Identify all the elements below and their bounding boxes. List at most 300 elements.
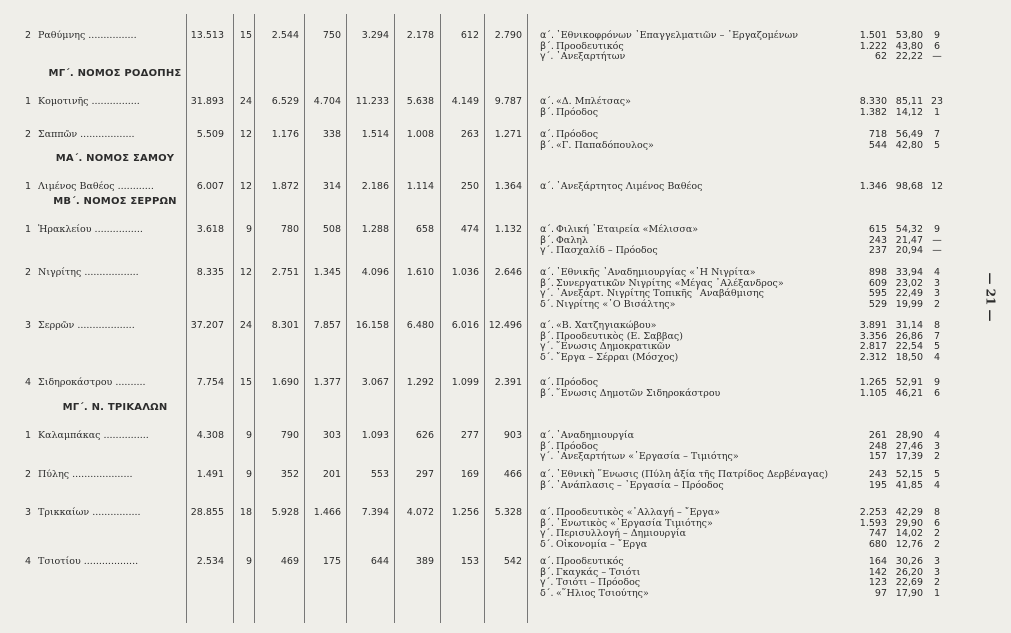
cell-c7: 6.016 xyxy=(451,320,479,331)
cell-c8: 2.391 xyxy=(494,377,522,388)
party-seats: 4 xyxy=(933,430,941,441)
party-index: β΄. xyxy=(540,106,554,118)
table-row xyxy=(0,30,1011,62)
cell-c3: 2.751 xyxy=(271,267,299,278)
party-name: Πρόοδος xyxy=(556,106,599,118)
party-index: α΄. xyxy=(540,96,555,107)
party-index: δ΄. xyxy=(540,351,554,363)
party-name: Πρόοδος xyxy=(556,377,599,388)
cell-c2: 9 xyxy=(245,556,252,567)
section-header: ΜΓ΄. ΝΟΜΟΣ ΡΟΔΟΠΗΣ xyxy=(48,68,182,79)
cell-c8: 466 xyxy=(503,469,522,480)
cell-c4: 750 xyxy=(322,30,341,41)
party-votes: 243 xyxy=(868,234,887,246)
cell-c8: 542 xyxy=(503,556,522,567)
cell-c8: 2.790 xyxy=(494,30,522,41)
party-votes: 261 xyxy=(868,430,887,441)
party-index: α΄. xyxy=(540,30,555,41)
cell-c3: 1.872 xyxy=(271,181,299,192)
cell-c6: 626 xyxy=(415,430,434,441)
cell-c1: 13.513 xyxy=(190,30,224,41)
cell-c7: 1.099 xyxy=(451,377,479,388)
party-votes: 142 xyxy=(868,566,887,578)
cell-c7: 474 xyxy=(460,224,479,235)
cell-c6: 2.178 xyxy=(406,30,434,41)
table-row xyxy=(0,556,1011,599)
cell-c8: 1.364 xyxy=(494,181,522,192)
row-index: 2 xyxy=(25,267,32,278)
party-votes: 2.253 xyxy=(859,507,887,518)
party-seats: 3 xyxy=(933,277,941,289)
party-votes: 2.312 xyxy=(859,351,887,363)
party-votes: 97 xyxy=(874,587,887,599)
table-row xyxy=(0,320,1011,363)
row-index: 1 xyxy=(25,224,32,235)
party-percent: 56,49 xyxy=(895,129,923,140)
row-index: 4 xyxy=(25,556,32,567)
party-name: Γκαγκάς – Τσιότι xyxy=(556,566,641,578)
cell-c6: 4.072 xyxy=(406,507,434,518)
party-index: γ΄. xyxy=(540,528,554,539)
party-name: ᾿Ανεξαρτήτων xyxy=(556,51,626,62)
party-index: δ΄. xyxy=(540,298,554,310)
party-seats: 4 xyxy=(933,479,941,491)
party-votes: 164 xyxy=(868,556,887,567)
party-percent: 27,46 xyxy=(895,440,923,452)
party-index: γ΄. xyxy=(540,341,554,352)
party-percent: 18,50 xyxy=(895,351,923,363)
cell-c4: 1.345 xyxy=(313,267,341,278)
party-votes: 544 xyxy=(868,139,887,151)
municipality-name: Νιγρίτης .................. xyxy=(38,267,139,278)
party-index: γ΄. xyxy=(540,451,554,462)
party-seats: 6 xyxy=(933,387,941,399)
cell-c6: 1.114 xyxy=(406,181,434,192)
row-index: 2 xyxy=(25,469,32,480)
cell-c1: 37.207 xyxy=(190,320,224,331)
cell-c5: 7.394 xyxy=(361,507,389,518)
party-index: α΄. xyxy=(540,224,555,235)
party-percent: 14,12 xyxy=(895,106,923,118)
party-index: α΄. xyxy=(540,181,555,192)
party-name: Νιγρίτης «῾Ο Βισάλτης» xyxy=(556,298,676,310)
party-votes: 747 xyxy=(868,528,887,539)
party-votes: 1.222 xyxy=(859,40,887,52)
cell-c2: 12 xyxy=(239,181,252,192)
cell-c4: 175 xyxy=(322,556,341,567)
party-seats: 7 xyxy=(933,330,941,342)
party-percent: 12,76 xyxy=(895,538,923,550)
party-seats: 1 xyxy=(933,106,941,118)
party-name: «῞Ηλιος Τσιούτης» xyxy=(556,587,649,599)
party-percent: 30,26 xyxy=(895,556,923,567)
table-row xyxy=(0,469,1011,491)
party-seats: 3 xyxy=(933,566,941,578)
row-index: 1 xyxy=(25,96,32,107)
party-votes: 8.330 xyxy=(859,96,887,107)
cell-c5: 1.514 xyxy=(361,129,389,140)
party-name: «Δ. Μπλέτσας» xyxy=(556,96,631,107)
party-name: Προοδευτικὸς (Ε. Σαββας) xyxy=(556,330,683,342)
party-index: α΄. xyxy=(540,267,555,278)
party-name: Συνεργατικῶν Νιγρίτης «Μέγας ᾿Αλέξανδρος» xyxy=(556,277,784,289)
cell-c3: 6.529 xyxy=(271,96,299,107)
table-row xyxy=(0,224,1011,256)
party-votes: 1.593 xyxy=(859,517,887,529)
table-row xyxy=(0,96,1011,118)
party-index: β΄. xyxy=(540,234,554,246)
cell-c6: 658 xyxy=(415,224,434,235)
party-percent: 29,90 xyxy=(895,517,923,529)
cell-c4: 314 xyxy=(322,181,341,192)
section-header: ΜΒ΄. ΝΟΜΟΣ ΣΕΡΡΩΝ xyxy=(53,196,177,207)
party-percent: 46,21 xyxy=(895,387,923,399)
cell-c5: 1.288 xyxy=(361,224,389,235)
party-index: α΄. xyxy=(540,469,555,480)
party-percent: 23,02 xyxy=(895,277,923,289)
party-seats: 9 xyxy=(933,377,941,388)
municipality-name: Σαππῶν .................. xyxy=(38,129,135,140)
cell-c5: 644 xyxy=(370,556,389,567)
party-index: α΄. xyxy=(540,507,555,518)
cell-c7: 277 xyxy=(460,430,479,441)
party-votes: 529 xyxy=(868,298,887,310)
cell-c7: 1.036 xyxy=(451,267,479,278)
party-name: ᾿Ανεξαρτήτων «᾿Εργασία – Τιμιότης» xyxy=(556,451,739,462)
party-seats: 9 xyxy=(933,30,941,41)
party-votes: 237 xyxy=(868,245,887,256)
cell-c8: 5.328 xyxy=(494,507,522,518)
cell-c5: 2.186 xyxy=(361,181,389,192)
party-index: α΄. xyxy=(540,377,555,388)
municipality-name: Ραθύμνης ................ xyxy=(38,30,137,41)
party-seats: 12 xyxy=(930,181,944,192)
party-index: α΄. xyxy=(540,320,555,331)
party-seats: 5 xyxy=(933,139,941,151)
party-name: «Β. Χατζηγιακώβου» xyxy=(556,320,657,331)
cell-c2: 24 xyxy=(239,320,252,331)
cell-c4: 508 xyxy=(322,224,341,235)
party-seats: — xyxy=(932,245,942,256)
party-name: Τσιότι – Πρόοδος xyxy=(556,577,641,588)
party-seats: 3 xyxy=(933,288,941,299)
row-index: 2 xyxy=(25,30,32,41)
cell-c8: 2.646 xyxy=(494,267,522,278)
party-votes: 195 xyxy=(868,479,887,491)
cell-c5: 1.093 xyxy=(361,430,389,441)
party-seats: — xyxy=(932,234,942,246)
cell-c2: 18 xyxy=(239,507,252,518)
party-votes: 157 xyxy=(868,451,887,462)
party-seats: 9 xyxy=(933,224,941,235)
party-index: α΄. xyxy=(540,129,555,140)
party-index: β΄. xyxy=(540,330,554,342)
party-votes: 1.501 xyxy=(859,30,887,41)
party-percent: 54,32 xyxy=(895,224,923,235)
party-votes: 1.382 xyxy=(859,106,887,118)
party-percent: 22,54 xyxy=(895,341,923,352)
party-seats: 2 xyxy=(933,298,941,310)
party-percent: 22,22 xyxy=(895,51,923,62)
party-votes: 595 xyxy=(868,288,887,299)
party-index: β΄. xyxy=(540,517,554,529)
table-row xyxy=(0,507,1011,550)
cell-c3: 1.176 xyxy=(271,129,299,140)
party-percent: 26,86 xyxy=(895,330,923,342)
party-percent: 52,91 xyxy=(895,377,923,388)
cell-c1: 4.308 xyxy=(196,430,224,441)
party-index: γ΄. xyxy=(540,51,554,62)
party-index: β΄. xyxy=(540,566,554,578)
party-name: Οἰκονομία – ῎Εργα xyxy=(556,538,648,550)
party-name: Φαληλ xyxy=(556,234,588,246)
cell-c2: 9 xyxy=(245,224,252,235)
cell-c7: 169 xyxy=(460,469,479,480)
party-votes: 3.356 xyxy=(859,330,887,342)
party-name: Πρόοδος xyxy=(556,440,599,452)
cell-c4: 1.377 xyxy=(313,377,341,388)
party-percent: 22,69 xyxy=(895,577,923,588)
party-index: β΄. xyxy=(540,440,554,452)
party-percent: 43,80 xyxy=(895,40,923,52)
party-name: Περισυλλογή – Δημιουργία xyxy=(556,528,687,539)
party-index: β΄. xyxy=(540,387,554,399)
party-votes: 718 xyxy=(868,129,887,140)
cell-c1: 7.754 xyxy=(196,377,224,388)
party-name: ᾿Εθνικοφρόνων ᾿Επαγγελματιῶν – ᾿Εργαζομένων xyxy=(556,30,798,41)
party-votes: 1.105 xyxy=(859,387,887,399)
party-percent: 53,80 xyxy=(895,30,923,41)
row-index: 2 xyxy=(25,129,32,140)
party-percent: 17,90 xyxy=(895,587,923,599)
party-index: α΄. xyxy=(540,556,555,567)
party-seats: 2 xyxy=(933,451,941,462)
table-row xyxy=(0,129,1011,151)
party-percent: 21,47 xyxy=(895,234,923,246)
party-seats: 7 xyxy=(933,129,941,140)
party-percent: 42,80 xyxy=(895,139,923,151)
cell-c8: 9.787 xyxy=(494,96,522,107)
cell-c6: 6.480 xyxy=(406,320,434,331)
cell-c5: 11.233 xyxy=(355,96,389,107)
cell-c5: 16.158 xyxy=(355,320,389,331)
cell-c7: 153 xyxy=(460,556,479,567)
cell-c1: 3.618 xyxy=(196,224,224,235)
row-index: 3 xyxy=(25,507,32,518)
party-percent: 52,15 xyxy=(895,469,923,480)
cell-c1: 1.491 xyxy=(196,469,224,480)
party-percent: 20,94 xyxy=(895,245,923,256)
cell-c1: 5.509 xyxy=(196,129,224,140)
party-name: ᾿Ανεξάρτητος Λιμένος Βαθέος xyxy=(556,181,703,192)
party-name: ᾿Ανεξάρτ. Νιγρίτης Τοπικῆς ᾿Αναβάθμισης xyxy=(556,288,764,299)
cell-c1: 8.335 xyxy=(196,267,224,278)
party-name: Πρόοδος xyxy=(556,129,599,140)
party-percent: 26,20 xyxy=(895,566,923,578)
cell-c8: 1.271 xyxy=(494,129,522,140)
party-name: ᾿Εθνικὴ ῞Ενωσις (Πύλη ἀξία τῆς Πατρίδος Δερβέναγας) xyxy=(556,469,829,480)
cell-c2: 24 xyxy=(239,96,252,107)
cell-c1: 31.893 xyxy=(190,96,224,107)
cell-c3: 352 xyxy=(280,469,299,480)
cell-c2: 15 xyxy=(239,30,252,41)
row-index: 4 xyxy=(25,377,32,388)
party-votes: 609 xyxy=(868,277,887,289)
cell-c8: 12.496 xyxy=(488,320,522,331)
party-votes: 898 xyxy=(868,267,887,278)
party-index: δ΄. xyxy=(540,587,554,599)
party-votes: 62 xyxy=(874,51,887,62)
cell-c3: 2.544 xyxy=(271,30,299,41)
cell-c2: 12 xyxy=(239,267,252,278)
cell-c6: 297 xyxy=(415,469,434,480)
party-name: ᾿Εθνικῆς ᾿Αναδημιουργίας «῾Η Νιγρίτα» xyxy=(556,267,756,278)
party-percent: 42,29 xyxy=(895,507,923,518)
row-index: 1 xyxy=(25,430,32,441)
cell-c2: 9 xyxy=(245,430,252,441)
party-seats: 2 xyxy=(933,577,941,588)
party-seats: 3 xyxy=(933,556,941,567)
municipality-name: Τρικκαίων ................ xyxy=(38,507,141,518)
party-votes: 248 xyxy=(868,440,887,452)
party-seats: 2 xyxy=(933,528,941,539)
party-index: β΄. xyxy=(540,139,554,151)
party-votes: 1.265 xyxy=(859,377,887,388)
cell-c5: 3.294 xyxy=(361,30,389,41)
table-row xyxy=(0,181,1011,192)
municipality-name: Πύλης .................... xyxy=(38,469,133,480)
party-name: Προοδευτικὸς «᾿Αλλαγή – ῎Εργα» xyxy=(556,507,720,518)
party-name: Προοδευτικός xyxy=(556,40,624,52)
party-seats: 8 xyxy=(933,320,941,331)
municipality-name: Κομοτινῆς ................ xyxy=(38,96,140,107)
party-percent: 17,39 xyxy=(895,451,923,462)
cell-c6: 1.610 xyxy=(406,267,434,278)
party-name: Πασχαλίδ – Πρόοδος xyxy=(556,245,658,256)
cell-c8: 1.132 xyxy=(494,224,522,235)
party-index: δ΄. xyxy=(540,538,554,550)
party-votes: 680 xyxy=(868,538,887,550)
party-percent: 19,99 xyxy=(895,298,923,310)
column-rule xyxy=(527,14,528,623)
cell-c8: 903 xyxy=(503,430,522,441)
party-index: β΄. xyxy=(540,479,554,491)
party-name: ῎Εργα – Σέρραι (Μόσχος) xyxy=(556,351,679,363)
section-header: ΜΑ΄. ΝΟΜΟΣ ΣΑΜΟΥ xyxy=(55,153,175,164)
party-index: α΄. xyxy=(540,430,555,441)
party-percent: 85,11 xyxy=(895,96,923,107)
cell-c4: 201 xyxy=(322,469,341,480)
cell-c2: 9 xyxy=(245,469,252,480)
party-index: γ΄. xyxy=(540,288,554,299)
party-seats: 2 xyxy=(933,538,941,550)
party-seats: 4 xyxy=(933,351,941,363)
cell-c7: 263 xyxy=(460,129,479,140)
party-seats: 5 xyxy=(933,341,941,352)
municipality-name: Λιμένος Βαθέος ............ xyxy=(38,181,154,192)
municipality-name: Ἡρακλείου ................ xyxy=(38,224,143,235)
party-index: γ΄. xyxy=(540,577,554,588)
row-index: 3 xyxy=(25,320,32,331)
cell-c1: 28.855 xyxy=(190,507,224,518)
cell-c4: 7.857 xyxy=(313,320,341,331)
party-name: Προοδευτικός xyxy=(556,556,624,567)
cell-c3: 469 xyxy=(280,556,299,567)
party-name: ῾Ενωτικὸς «᾿Εργασία Τιμιότης» xyxy=(556,517,713,529)
table-row xyxy=(0,430,1011,462)
party-seats: 1 xyxy=(933,587,941,599)
party-seats: 6 xyxy=(933,40,941,52)
party-seats: 23 xyxy=(930,96,944,107)
row-index: 1 xyxy=(25,181,32,192)
municipality-name: Τσιοτίου .................. xyxy=(38,556,139,567)
cell-c1: 6.007 xyxy=(196,181,224,192)
cell-c4: 1.466 xyxy=(313,507,341,518)
party-seats: 3 xyxy=(933,440,941,452)
cell-c4: 4.704 xyxy=(313,96,341,107)
cell-c7: 250 xyxy=(460,181,479,192)
party-votes: 123 xyxy=(868,577,887,588)
party-percent: 14,02 xyxy=(895,528,923,539)
cell-c2: 15 xyxy=(239,377,252,388)
cell-c5: 553 xyxy=(370,469,389,480)
party-name: ᾿Ανάπλασις – ᾿Εργασία – Πρόοδος xyxy=(556,479,724,491)
municipality-name: Σιδηροκάστρου .......... xyxy=(38,377,146,388)
party-seats: — xyxy=(932,51,942,62)
party-seats: 5 xyxy=(933,469,941,480)
party-index: β΄. xyxy=(540,40,554,52)
cell-c2: 12 xyxy=(239,129,252,140)
party-name: Φιλική ῾Εταιρεία «Μέλισσα» xyxy=(556,224,699,235)
party-votes: 615 xyxy=(868,224,887,235)
party-name: ῞Ενωσις Δημοκρατικῶν xyxy=(556,341,671,352)
municipality-name: Σερρῶν ................... xyxy=(38,320,135,331)
cell-c3: 780 xyxy=(280,224,299,235)
party-votes: 3.891 xyxy=(859,320,887,331)
party-percent: 22,49 xyxy=(895,288,923,299)
cell-c4: 303 xyxy=(322,430,341,441)
cell-c3: 1.690 xyxy=(271,377,299,388)
party-percent: 98,68 xyxy=(895,181,923,192)
party-percent: 41,85 xyxy=(895,479,923,491)
cell-c3: 5.928 xyxy=(271,507,299,518)
party-name: ῞Ενωσις Δημοτῶν Σιδηροκάστρου xyxy=(556,387,721,399)
party-percent: 33,94 xyxy=(895,267,923,278)
party-seats: 4 xyxy=(933,267,941,278)
cell-c6: 1.292 xyxy=(406,377,434,388)
cell-c5: 3.067 xyxy=(361,377,389,388)
party-votes: 243 xyxy=(868,469,887,480)
cell-c3: 790 xyxy=(280,430,299,441)
cell-c3: 8.301 xyxy=(271,320,299,331)
municipality-name: Καλαμπάκας ............... xyxy=(38,430,149,441)
cell-c7: 1.256 xyxy=(451,507,479,518)
party-percent: 28,90 xyxy=(895,430,923,441)
cell-c4: 338 xyxy=(322,129,341,140)
party-votes: 2.817 xyxy=(859,341,887,352)
cell-c6: 5.638 xyxy=(406,96,434,107)
party-name: «Γ. Παπαδόπουλος» xyxy=(556,139,654,151)
party-seats: 6 xyxy=(933,517,941,529)
cell-c7: 612 xyxy=(460,30,479,41)
cell-c6: 1.008 xyxy=(406,129,434,140)
cell-c5: 4.096 xyxy=(361,267,389,278)
cell-c1: 2.534 xyxy=(196,556,224,567)
party-votes: 1.346 xyxy=(859,181,887,192)
party-index: β΄. xyxy=(540,277,554,289)
table-row xyxy=(0,377,1011,399)
party-index: γ΄. xyxy=(540,245,554,256)
